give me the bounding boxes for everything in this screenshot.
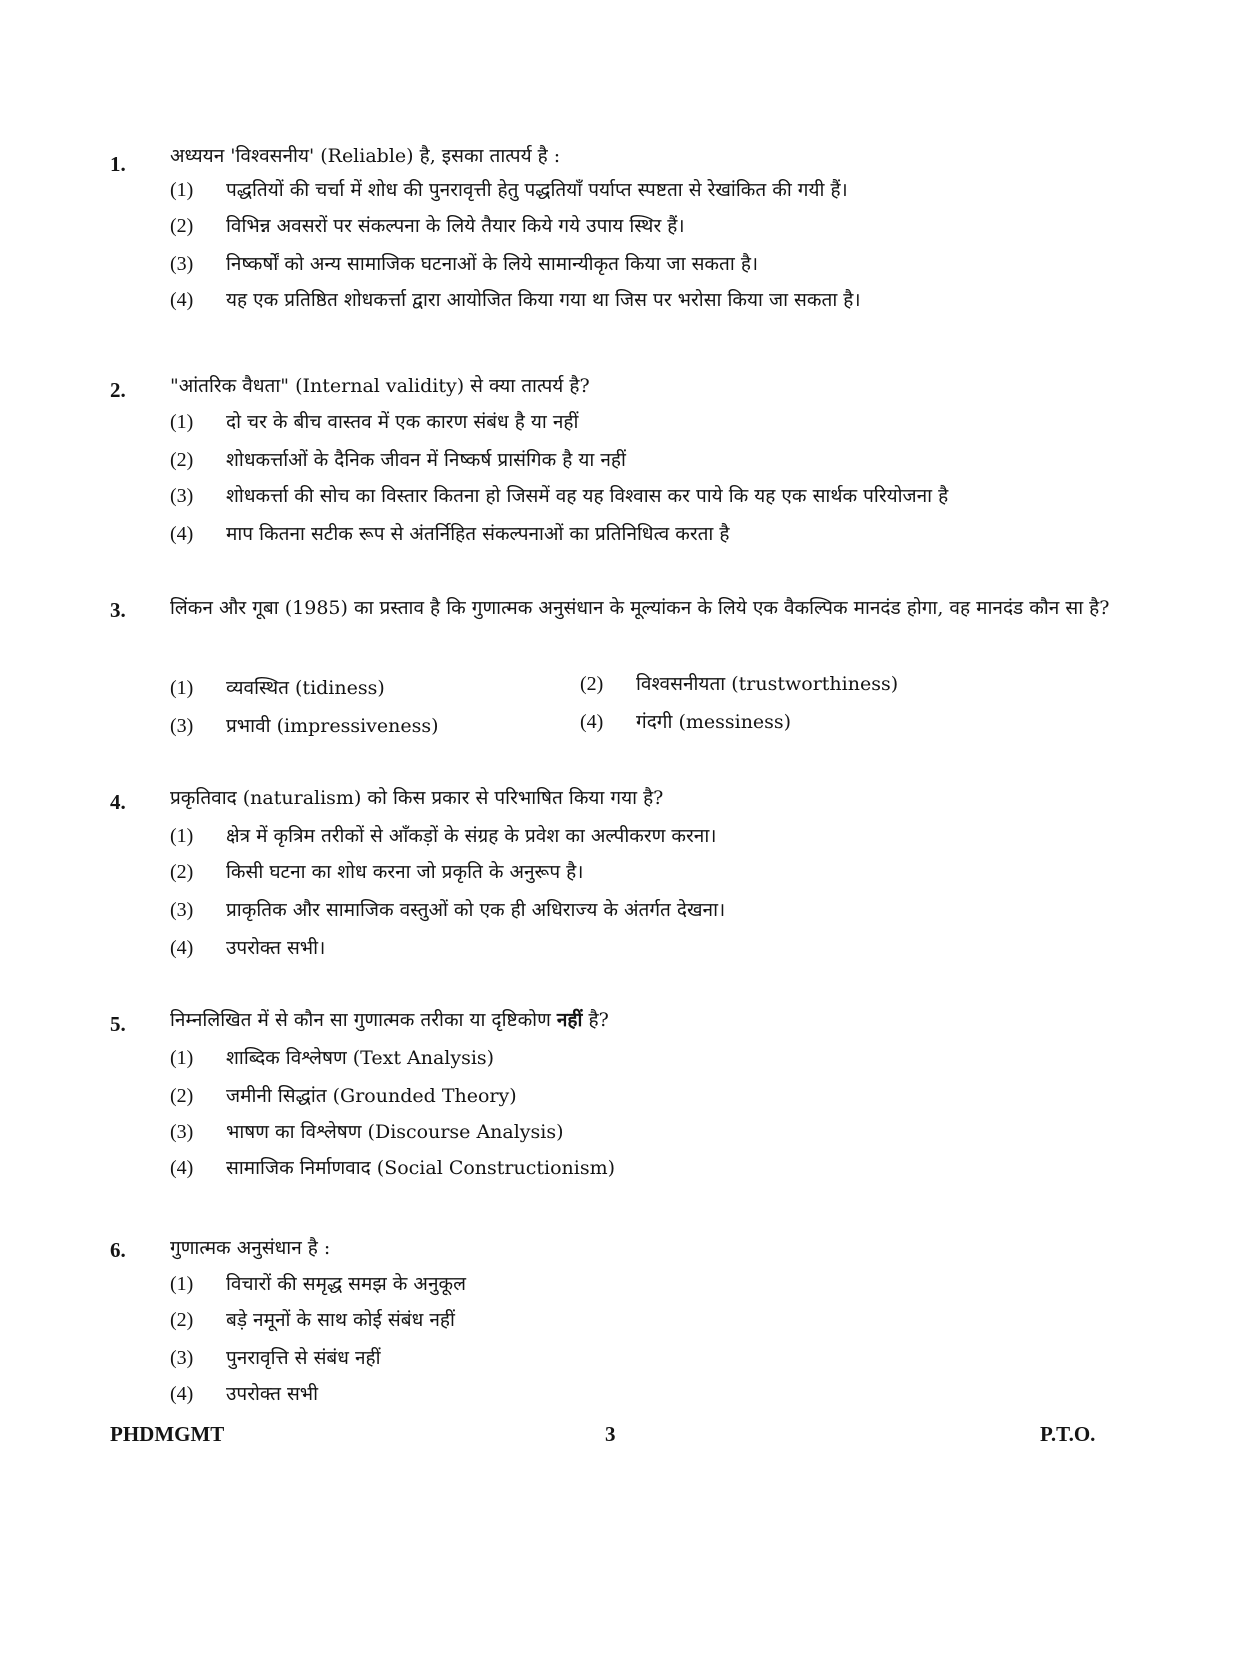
question-text-end: है? xyxy=(582,1009,609,1031)
option-text: भाषण का विश्लेषण (Discourse Analysis) xyxy=(226,1121,564,1143)
option-2 xyxy=(170,212,1180,240)
option-3 xyxy=(170,712,570,740)
option-number: (1) xyxy=(170,1047,194,1069)
option-number: (3) xyxy=(170,253,194,275)
option-text: उपरोक्त सभी xyxy=(226,1383,319,1405)
option-text: उपरोक्त सभी। xyxy=(226,937,326,959)
please-turn-over: P.T.O. xyxy=(1040,1422,1096,1446)
option-number: (2) xyxy=(170,1309,194,1331)
option-text: सामाजिक निर्माणवाद (Social Constructionism) xyxy=(226,1157,616,1179)
question-number: 4. xyxy=(110,790,126,814)
question-text xyxy=(170,1004,1170,1037)
option-number: (2) xyxy=(580,673,604,695)
question-number: 6. xyxy=(110,1238,126,1262)
option-3 xyxy=(170,250,1180,278)
option-text: बड़े नमूनों के साथ कोई संबंध नहीं xyxy=(226,1309,455,1331)
option-4 xyxy=(170,1154,1180,1182)
option-number: (4) xyxy=(170,1383,194,1405)
option-number: (2) xyxy=(170,215,194,237)
option-text: गंदगी (messiness) xyxy=(636,711,792,733)
question-text: लिंकन और गूबा (1985) का प्रस्ताव है कि गुणात्मक अनुसंधान के मूल्यांकन के लिये एक वैकल्पिक मानदंड होगा, वह मानदंड कौन सा है? xyxy=(170,597,1110,619)
option-text: यह एक प्रतिष्ठित शोधकर्त्ता द्वारा आयोजित किया गया था जिस पर भरोसा किया जा सकता है। xyxy=(226,289,861,311)
option-number: (3) xyxy=(170,1347,194,1369)
option-number: (1) xyxy=(170,179,194,201)
option-2 xyxy=(170,446,1180,474)
question-text-emphasis: नहीं xyxy=(556,1009,583,1031)
option-text: प्रभावी (impressiveness) xyxy=(226,715,439,737)
option-text: माप कितना सटीक रूप से अंतर्निहित संकल्पनाओं का प्रतिनिधित्व करता है xyxy=(226,523,730,545)
question-number: 1. xyxy=(110,152,126,176)
option-number: (1) xyxy=(170,411,194,433)
question-text-start: निम्नलिखित में से कौन सा गुणात्मक तरीका या दृष्टिकोण xyxy=(170,1009,557,1031)
option-1 xyxy=(170,822,1180,850)
option-1 xyxy=(170,1270,1180,1298)
option-number: (4) xyxy=(170,523,194,545)
option-text: पुनरावृत्ति से संबंध नहीं xyxy=(226,1347,381,1369)
question-number: 3. xyxy=(110,598,126,622)
option-3 xyxy=(170,1344,1180,1372)
option-1 xyxy=(170,408,1180,436)
option-text: दो चर के बीच वास्तव में एक कारण संबंध है या नहीं xyxy=(226,411,579,433)
paper-code: PHDMGMT xyxy=(110,1422,225,1446)
option-4 xyxy=(170,286,1180,314)
option-number: (2) xyxy=(170,861,194,883)
option-text: विचारों की समृद्ध समझ के अनुकूल xyxy=(226,1273,466,1295)
option-text: जमीनी सिद्धांत (Grounded Theory) xyxy=(226,1085,517,1107)
option-text: निष्कर्षों को अन्य सामाजिक घटनाओं के लिये सामान्यीकृत किया जा सकता है। xyxy=(226,253,759,275)
option-text: पद्धतियों की चर्चा में शोध की पुनरावृत्ती हेतु पद्धतियाँ पर्याप्त स्पष्टता से रेखांकित की गयी हैं। xyxy=(226,179,848,201)
option-text: क्षेत्र में कृत्रिम तरीकों से आँकड़ों के संग्रह के प्रवेश का अल्पीकरण करना। xyxy=(226,825,717,847)
option-number: (2) xyxy=(170,1085,194,1107)
option-number: (3) xyxy=(170,899,194,921)
question-text: अध्ययन 'विश्वसनीय' (Reliable) है, इसका तात्पर्य है : xyxy=(170,145,561,167)
option-4 xyxy=(580,708,1080,736)
option-4 xyxy=(170,520,1180,548)
option-text: विश्वसनीयता (trustworthiness) xyxy=(636,673,899,695)
option-3 xyxy=(170,482,1180,510)
question-number: 5. xyxy=(110,1012,126,1036)
option-number: (1) xyxy=(170,677,194,699)
option-text: व्यवस्थित (tidiness) xyxy=(226,677,385,699)
option-2 xyxy=(580,670,1080,698)
question-text: प्रकृतिवाद (naturalism) को किस प्रकार से परिभाषित किया गया है? xyxy=(170,787,664,809)
option-number: (3) xyxy=(170,485,194,507)
option-number: (1) xyxy=(170,1273,194,1295)
question-text: गुणात्मक अनुसंधान है : xyxy=(170,1237,331,1259)
option-number: (4) xyxy=(170,1157,194,1179)
option-1 xyxy=(170,176,1180,204)
option-text: शाब्दिक विश्लेषण (Text Analysis) xyxy=(226,1047,495,1069)
option-text: शोधकर्त्ताओं के दैनिक जीवन में निष्कर्ष प्रासंगिक है या नहीं xyxy=(226,449,626,471)
option-number: (2) xyxy=(170,449,194,471)
option-number: (3) xyxy=(170,715,194,737)
option-4 xyxy=(170,1380,1180,1408)
option-text: शोधकर्त्ता की सोच का विस्तार कितना हो जिसमें वह यह विश्वास कर पाये कि यह एक सार्थक परियोजना है xyxy=(226,485,949,507)
option-3 xyxy=(170,1118,1180,1146)
option-number: (4) xyxy=(170,289,194,311)
question-number: 2. xyxy=(110,378,126,402)
option-1 xyxy=(170,674,570,702)
option-1 xyxy=(170,1044,1180,1072)
option-2 xyxy=(170,1082,1180,1110)
option-number: (4) xyxy=(170,937,194,959)
option-3 xyxy=(170,896,1180,924)
option-number: (1) xyxy=(170,825,194,847)
page-number: 3 xyxy=(605,1422,616,1446)
option-text: विभिन्न अवसरों पर संकल्पना के लिये तैयार किये गये उपाय स्थिर हैं। xyxy=(226,215,685,237)
option-text: प्राकृतिक और सामाजिक वस्तुओं को एक ही अधिराज्य के अंतर्गत देखना। xyxy=(226,899,726,921)
option-number: (3) xyxy=(170,1121,194,1143)
option-2 xyxy=(170,1306,1180,1334)
option-4 xyxy=(170,934,1180,962)
question-text: "आंतरिक वैधता" (Internal validity) से क्या तात्पर्य है? xyxy=(170,375,590,397)
option-number: (4) xyxy=(580,711,604,733)
option-2 xyxy=(170,858,1180,886)
option-text: किसी घटना का शोध करना जो प्रकृति के अनुरूप है। xyxy=(226,861,584,883)
